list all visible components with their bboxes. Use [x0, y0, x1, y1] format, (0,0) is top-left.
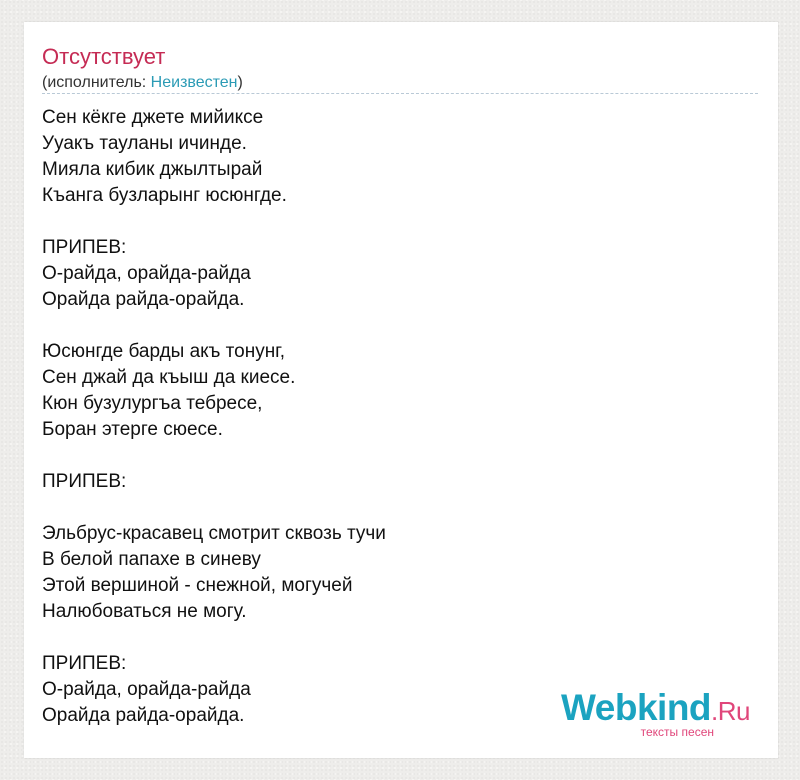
logo-brand: Webkind	[561, 687, 712, 728]
lyric-line: Сен кёкге джете мийиксе	[42, 107, 264, 128]
lyric-line: ПРИПЕВ:	[42, 471, 127, 492]
lyrics-card	[24, 22, 778, 758]
lyric-line	[42, 313, 386, 339]
lyric-line: ПРИПЕВ:	[42, 237, 127, 258]
divider	[42, 93, 758, 94]
lyric-line: Эльбрус-красавец смотрит сквозь тучи	[42, 523, 386, 544]
artist-prefix: (исполнитель:	[42, 74, 151, 91]
lyric-line: В белой папахе в синеву	[42, 549, 261, 570]
webkind-logo	[561, 689, 750, 738]
lyric-line	[42, 209, 386, 235]
logo-wordmark	[561, 689, 750, 730]
lyric-line: Этой вершиной - снежной, могучей	[42, 575, 353, 596]
lyric-line: Боран этерге сюесе.	[42, 419, 223, 440]
lyric-line: Кюн бузулургъа тебресе,	[42, 393, 263, 414]
lyric-line: Къанга бузларынг юсюнгде.	[42, 185, 287, 206]
lyric-line: Сен джай да къыш да киесе.	[42, 367, 296, 388]
lyric-line: ПРИПЕВ:	[42, 653, 127, 674]
artist-link[interactable]: Неизвестен	[150, 74, 238, 91]
logo-tagline: тексты песен	[640, 725, 714, 739]
lyric-line: О-райда, орайда-райда	[42, 679, 251, 700]
lyric-line: Налюбоваться не могу.	[42, 601, 247, 622]
artist-suffix: )	[237, 74, 243, 91]
artist-line	[42, 73, 243, 93]
lyrics-text	[42, 105, 386, 729]
lyric-line: Мияла кибик джылтырай	[42, 159, 263, 180]
lyric-line	[42, 625, 386, 651]
logo-tld: .Ru	[711, 696, 750, 726]
lyric-line: Юсюнгде барды акъ тонунг,	[42, 341, 286, 362]
lyric-line	[42, 443, 386, 469]
lyric-line: Орайда райда-орайда.	[42, 289, 245, 310]
lyric-line: Ууакъ тауланы ичинде.	[42, 133, 247, 154]
lyric-line: О-райда, орайда-райда	[42, 263, 251, 284]
lyric-line: Орайда райда-орайда.	[42, 705, 245, 726]
lyric-line	[42, 495, 386, 521]
song-title: Отсутствует	[42, 44, 166, 69]
